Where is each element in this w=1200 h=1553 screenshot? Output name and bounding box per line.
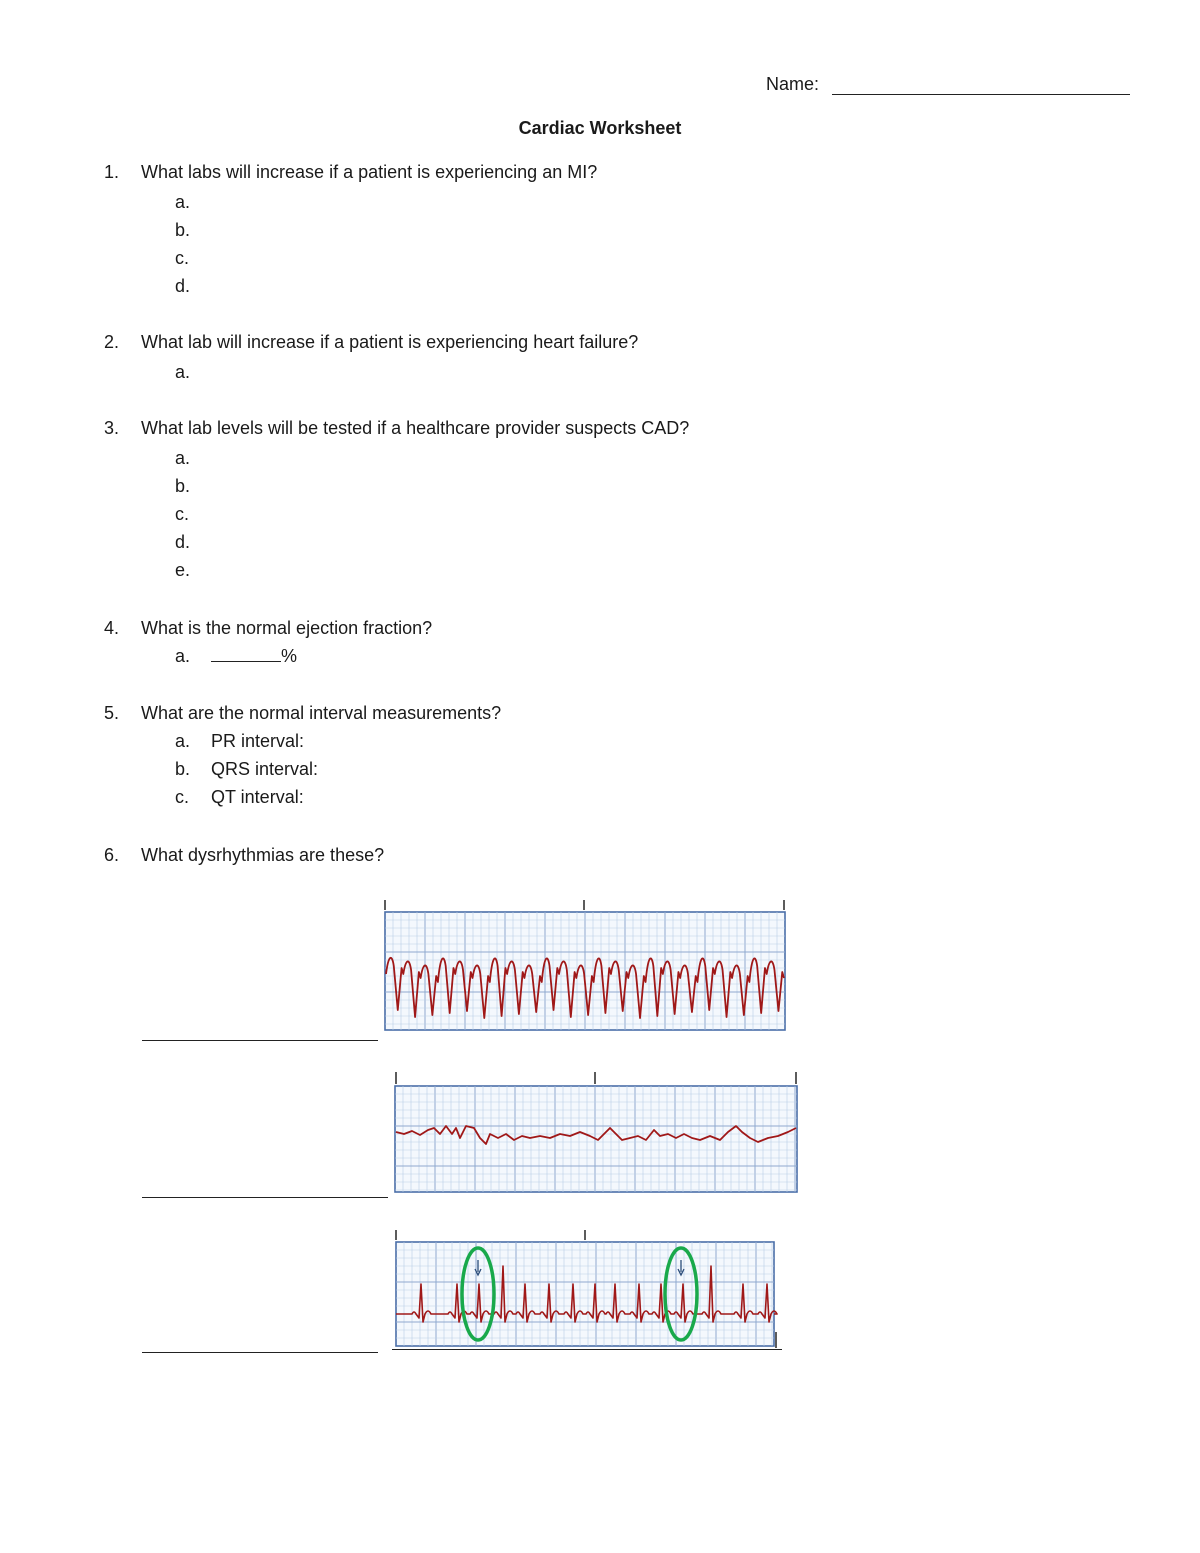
question-2-number: 2. [104, 332, 120, 352]
question-3-option-d: d. [175, 532, 191, 552]
rhythm-strip-1 [380, 898, 790, 1034]
ecg-grid-frame [396, 1242, 774, 1346]
question-3-option-e: e. [175, 560, 191, 580]
question-2-option-a: a. [175, 362, 191, 382]
question-5-option-a: a. [175, 731, 191, 751]
question-3-option-c: c. [175, 504, 190, 524]
ejection-fraction-answer[interactable] [211, 646, 297, 667]
rhythm-strip-3 [390, 1228, 786, 1350]
question-3-option-b: b. [175, 476, 191, 496]
worksheet-title: Cardiac Worksheet [518, 118, 682, 138]
question-1-option-c: c. [175, 248, 190, 268]
question-1-option-a: a. [175, 192, 191, 212]
question-6-text: What dysrhythmias are these? [141, 845, 385, 865]
question-3-option-a: a. [175, 448, 191, 468]
rhythm-1-answer-line[interactable] [142, 1040, 378, 1041]
question-4-option-a: a. [175, 646, 191, 666]
question-1-option-d: d. [175, 276, 191, 296]
question-5-number: 5. [104, 703, 120, 723]
qt-interval-label: QT interval: [211, 787, 304, 807]
qrs-interval-label: QRS interval: [211, 759, 319, 779]
percent-sign: % [281, 646, 298, 666]
question-1-option-b: b. [175, 220, 191, 240]
ejection-fraction-blank[interactable] [211, 646, 281, 662]
rhythm-2-answer-line[interactable] [142, 1197, 388, 1198]
question-5-text: What are the normal interval measurements? [141, 703, 502, 723]
question-6-number: 6. [104, 845, 120, 865]
pr-interval-label: PR interval: [211, 731, 305, 751]
rhythm-3-answer-line[interactable] [142, 1352, 378, 1353]
name-label: Name: [766, 74, 820, 94]
question-5-option-c: c. [175, 787, 190, 807]
question-1-text: What labs will increase if a patient is experiencing an MI? [141, 162, 598, 182]
question-5-option-b: b. [175, 759, 191, 779]
question-4-text: What is the normal ejection fraction? [141, 618, 433, 638]
question-1-number: 1. [104, 162, 120, 182]
question-2-text: What lab will increase if a patient is experiencing heart failure? [141, 332, 639, 352]
question-3-number: 3. [104, 418, 120, 438]
question-4-number: 4. [104, 618, 120, 638]
name-input-line[interactable] [832, 94, 1130, 95]
rhythm-strip-2 [390, 1068, 802, 1196]
question-3-text: What lab levels will be tested if a healthcare provider suspects CAD? [141, 418, 690, 438]
